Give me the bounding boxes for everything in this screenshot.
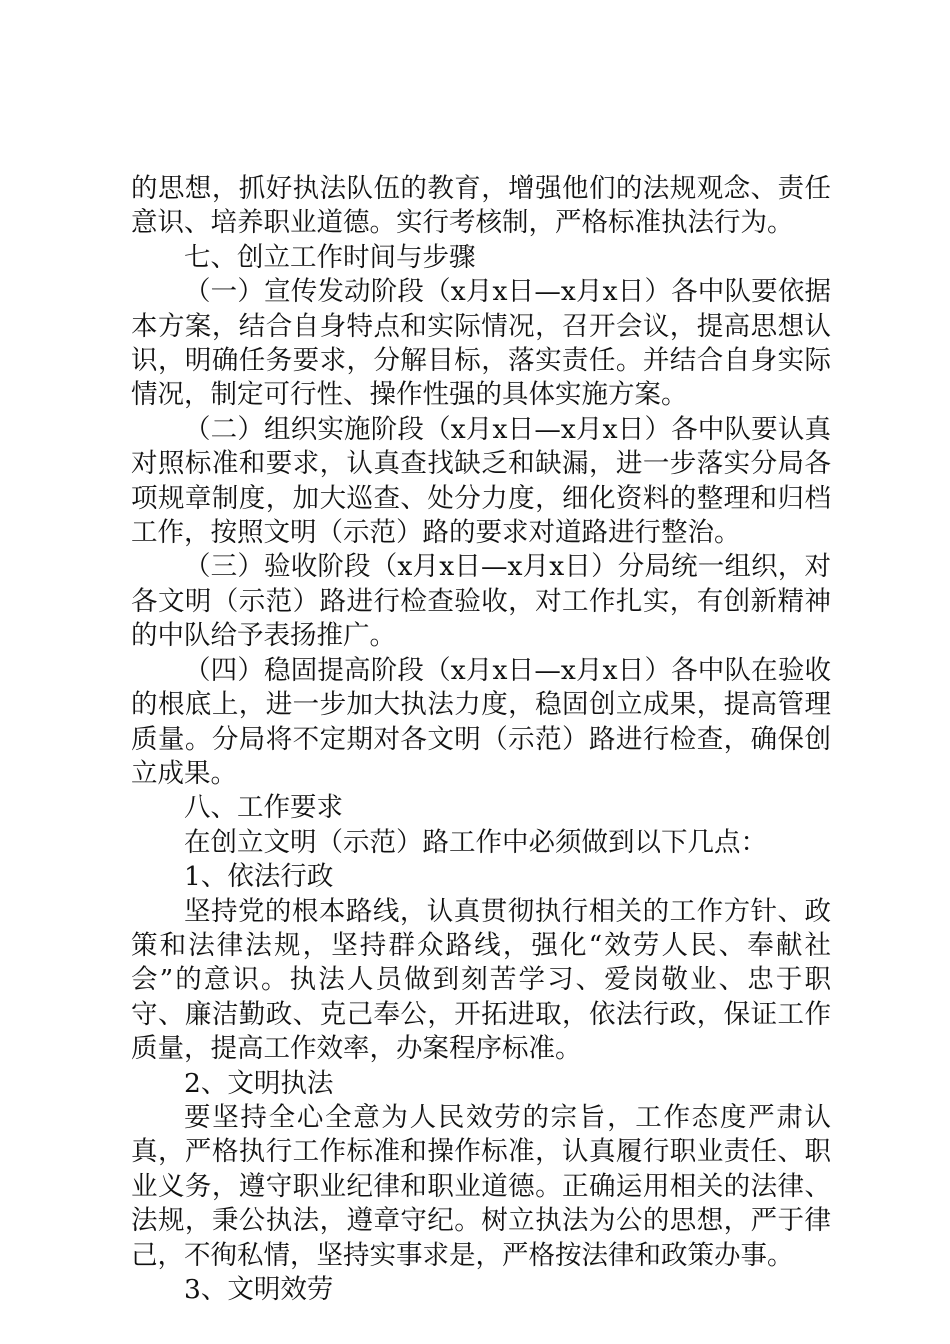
subheading-3: 3、文明效劳 xyxy=(184,1274,334,1305)
subheading-1: 1、依法行政 xyxy=(184,861,334,893)
paragraph-step-3: （三）验收阶段（x月x日—x月x日）分局统一组织，对各文明（示范）路进行检查验收，对工作扎实，有创新精神的中队给予表扬推广。 xyxy=(131,551,831,652)
paragraph-step-1: （一）宣传发动阶段（x月x日—x月x日）各中队要依据本方案，结合自身特点和实际情况，召开会议，提高思想认识，明确任务要求，分解目标，落实责任。并结合自身实际情况，制定可行性、操作性强的具体实施方案。 xyxy=(131,276,831,411)
paragraph-step-4: （四）稳固提高阶段（x月x日—x月x日）各中队在验收的根底上，进一步加大执法力度，稳固创立成果，提高管理质量。分局将不定期对各文明（示范）路进行检查，确保创立成果。 xyxy=(131,654,831,789)
paragraph-law: 坚持党的根本路线，认真贯彻执行相关的工作方针、政策和法律法规，坚持群众路线，强化“效劳人民、奉献社会”的意识。执法人员做到刻苦学习、爱岗敬业、忠于职守、廉洁勤政、克己奉公，开拓进取，依法行政，保证工作质量，提高工作效率，办案程序标准。 xyxy=(131,895,831,1065)
paragraph-civil: 要坚持全心全意为人民效劳的宗旨，工作态度严肃认真，严格执行工作标准和操作标准，认真履行职业责任、职业义务，遵守职业纪律和职业道德。正确运用相关的法律、法规，秉公执法，遵章守纪。树立执法为公的思想，严于律己，不徇私情，坚持实事求是，严格按法律和政策办事。 xyxy=(131,1101,831,1271)
section-heading-8: 八、工作要求 xyxy=(184,792,343,824)
subheading-2: 2、文明执法 xyxy=(184,1067,334,1099)
paragraph-intro: 在创立文明（示范）路工作中必须做到以下几点： xyxy=(184,826,767,858)
paragraph-step-2: （二）组织实施阶段（x月x日—x月x日）各中队要认真对照标准和要求，认真查找缺乏和缺漏，进一步落实分局各项规章制度，加大巡查、处分力度，细化资料的整理和归档工作，按照文明（示范）路的要求对道路进行整治。 xyxy=(131,413,831,549)
document-body xyxy=(131,172,831,1307)
paragraph-1: 的思想，抓好执法队伍的教育，增强他们的法规观念、责任意识、培养职业道德。实行考核制，严格标准执法行为。 xyxy=(131,173,831,239)
section-heading-7: 七、创立工作时间与步骤 xyxy=(184,241,476,273)
